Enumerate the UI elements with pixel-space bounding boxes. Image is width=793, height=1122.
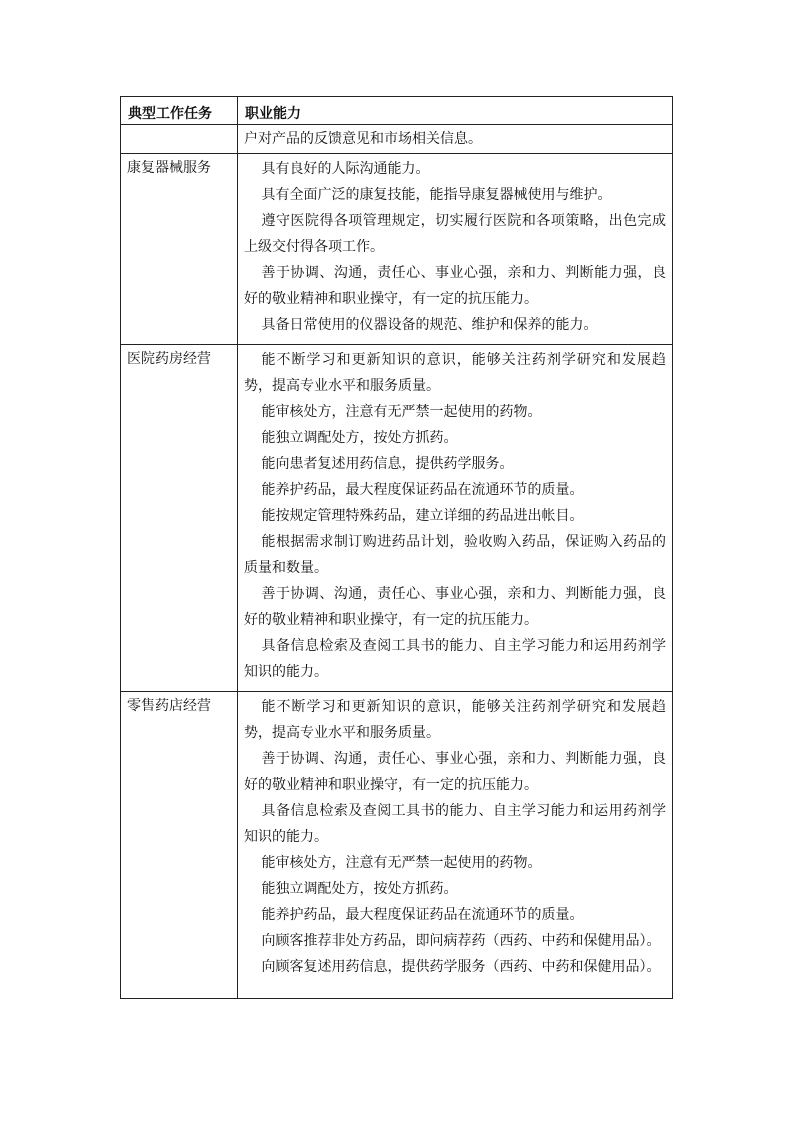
capability-cell: [238, 345, 673, 692]
capability-item: 遵守医院得各项管理规定，切实履行医院和各项策略，出色完成上级交付得各项工作。: [244, 213, 666, 255]
capability-item: 善于协调、沟通，责任心、事业心强，亲和力、判断能力强，良好的敬业精神和职业操守，有一定的抗压能力。: [244, 586, 666, 628]
capability-item: 具有良好的人际沟通能力。: [261, 161, 430, 177]
capability-cell: [238, 692, 673, 999]
capability-item: 能不断学习和更新知识的意识，能够关注药剂学研究和发展趋势，提高专业水平和服务质量。: [244, 352, 666, 394]
continuation-capability-cell: [238, 125, 673, 154]
capability-item: 善于协调、沟通，责任心、事业心强，亲和力、判断能力强，良好的敬业精神和职业操守，有一定的抗压能力。: [244, 751, 666, 793]
capability-item: 具备日常使用的仪器设备的规范、维护和保养的能力。: [261, 317, 598, 333]
capability-item: 能审核处方，注意有无严禁一起使用的药物。: [261, 404, 542, 420]
capability-item: 善于协调、沟通，责任心、事业心强，亲和力、判断能力强，良好的敬业精神和职业操守，有一定的抗压能力。: [244, 265, 666, 307]
table-row: [121, 154, 673, 345]
task-cell: 零售药店经营: [121, 692, 238, 999]
table-row: [121, 692, 673, 999]
table-row: [121, 345, 673, 692]
capability-item: 能不断学习和更新知识的意识，能够关注药剂学研究和发展趋势，提高专业水平和服务质量。: [244, 699, 666, 741]
header-typical-task: 典型工作任务: [121, 97, 238, 125]
header-capability: 职业能力: [238, 97, 673, 125]
capability-item: 具备信息检索及查阅工具书的能力、自主学习能力和运用药剂学知识的能力。: [244, 803, 666, 845]
continuation-row: [121, 125, 673, 154]
capability-item: 能向患者复述用药信息，提供药学服务。: [261, 456, 514, 472]
capability-item: 向顾客推荐非处方药品，即问病荐药（西药、中药和保健用品）。: [261, 933, 661, 949]
capability-item: 具备信息检索及查阅工具书的能力、自主学习能力和运用药剂学知识的能力。: [244, 638, 666, 680]
continuation-text: 户对产品的反馈意见和市场相关信息。: [244, 131, 482, 147]
competency-table: [120, 96, 673, 999]
capability-item: 能审核处方，注意有无严禁一起使用的药物。: [261, 855, 542, 871]
capability-item: 能养护药品，最大程度保证药品在流通环节的质量。: [261, 907, 584, 923]
task-cell: 医院药房经营: [121, 345, 238, 692]
capability-cell: [238, 154, 673, 345]
capability-item: 向顾客复述用药信息，提供药学服务（西药、中药和保健用品）。: [261, 959, 661, 975]
capability-item: 能根据需求制订购进药品计划，验收购入药品，保证购入药品的质量和数量。: [244, 534, 666, 576]
capability-item: 能独立调配处方，按处方抓药。: [261, 881, 458, 897]
capability-item: 能按规定管理特殊药品，建立详细的药品进出帐目。: [261, 508, 584, 524]
capability-item: 能独立调配处方，按处方抓药。: [261, 430, 458, 446]
continuation-task-cell: [121, 125, 238, 154]
task-cell: 康复器械服务: [121, 154, 238, 345]
capability-item: 能养护药品，最大程度保证药品在流通环节的质量。: [261, 482, 584, 498]
table-header-row: [121, 97, 673, 125]
capability-item: 具有全面广泛的康复技能，能指导康复器械使用与维护。: [261, 187, 612, 203]
